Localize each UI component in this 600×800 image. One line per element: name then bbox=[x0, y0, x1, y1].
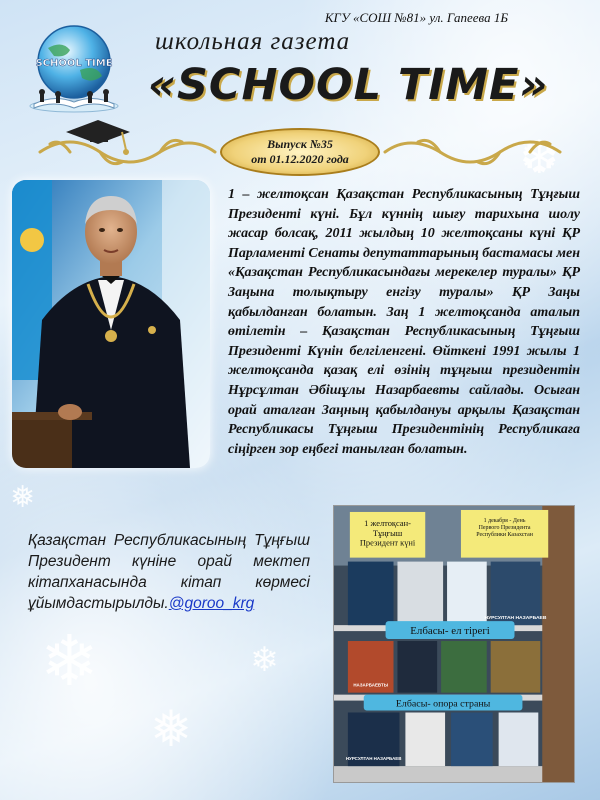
book-title-3: НУРСУЛТАН НАЗАРБАЕВ bbox=[345, 756, 402, 762]
newspaper-title: «SCHOOL TIME» bbox=[148, 60, 549, 110]
issue-number: Выпуск №35 bbox=[267, 137, 333, 151]
banner-2: Елбасы- опора страны bbox=[395, 698, 491, 710]
instagram-link[interactable]: @goroo_krg bbox=[168, 595, 255, 612]
sign-right: 1 декабря - День Первого Президента Республики Казахстан bbox=[476, 517, 533, 538]
issue-date: от 01.12.2020 года bbox=[251, 152, 349, 166]
newspaper-subtitle: школьная газета bbox=[155, 28, 351, 55]
president-portrait-photo bbox=[12, 180, 210, 468]
snowflake-decoration: ❆ bbox=[520, 130, 559, 184]
school-address: КГУ «СОШ №81» ул. Гапеева 1Б bbox=[324, 10, 508, 25]
book-exhibition-photo bbox=[333, 505, 575, 783]
article-text: 1 – желтоқсан Қазақстан Республикасының Тұңғыш Президенті күні. Бұл күннің шығу тарихына шолу жасар болсақ, 2011 жылдың 10 желтоқсаны күні ҚР Парламенті Сенаты депутаттарының бастамасы мен «Қазақстан Республикасындағы мерекелер туралы» ҚР Заңына толықтыру енгізу туралы» ҚР Заңы қабылданған болатын. Заң 1 желтоқсанда аталып өтілетін – Қазақстан Республикасының Тұңғыш Президенті Күнін белгіленгені. Өйткені 1991 жылы 1 желтоқсанда қазақ елі өзінің тұңғыш президентін Нұрсұлтан Әбішұлы Назарбаевты сайлады. Осыған орай аталған Заңның қабылдануы арқылы Қазақстан Республикасы Тұңғыш Президентінің Республикаға сіңірген зор еңбегі танылған болатын. bbox=[228, 187, 580, 457]
school-time-logo bbox=[18, 18, 130, 116]
banner-1: Елбасы- ел тірегі bbox=[410, 625, 490, 638]
snowflake-decoration: ❅ bbox=[150, 700, 192, 758]
snowflake-decoration: ❄ bbox=[40, 620, 99, 702]
snowflake-decoration: ❄ bbox=[250, 640, 279, 680]
book-title-1: НУРСУЛТАН НАЗАРБАЕВ bbox=[484, 616, 547, 622]
issue-badge bbox=[220, 128, 380, 176]
book-title-2: НАЗАРБАЕВТЫ bbox=[353, 682, 389, 688]
exhibit-caption bbox=[28, 530, 310, 614]
caption-text: Қазақстан Республикасының Тұңғыш Президент күніне орай мектеп кітапханасында кітап көрмесі ұйымдастырылды. bbox=[28, 532, 310, 612]
logo-text: SCHOOL TIME bbox=[35, 58, 113, 69]
snowflake-decoration: ❅ bbox=[10, 480, 36, 515]
sign-left: 1 желтоқсан-Тұңғыш Президент күні bbox=[359, 517, 416, 548]
